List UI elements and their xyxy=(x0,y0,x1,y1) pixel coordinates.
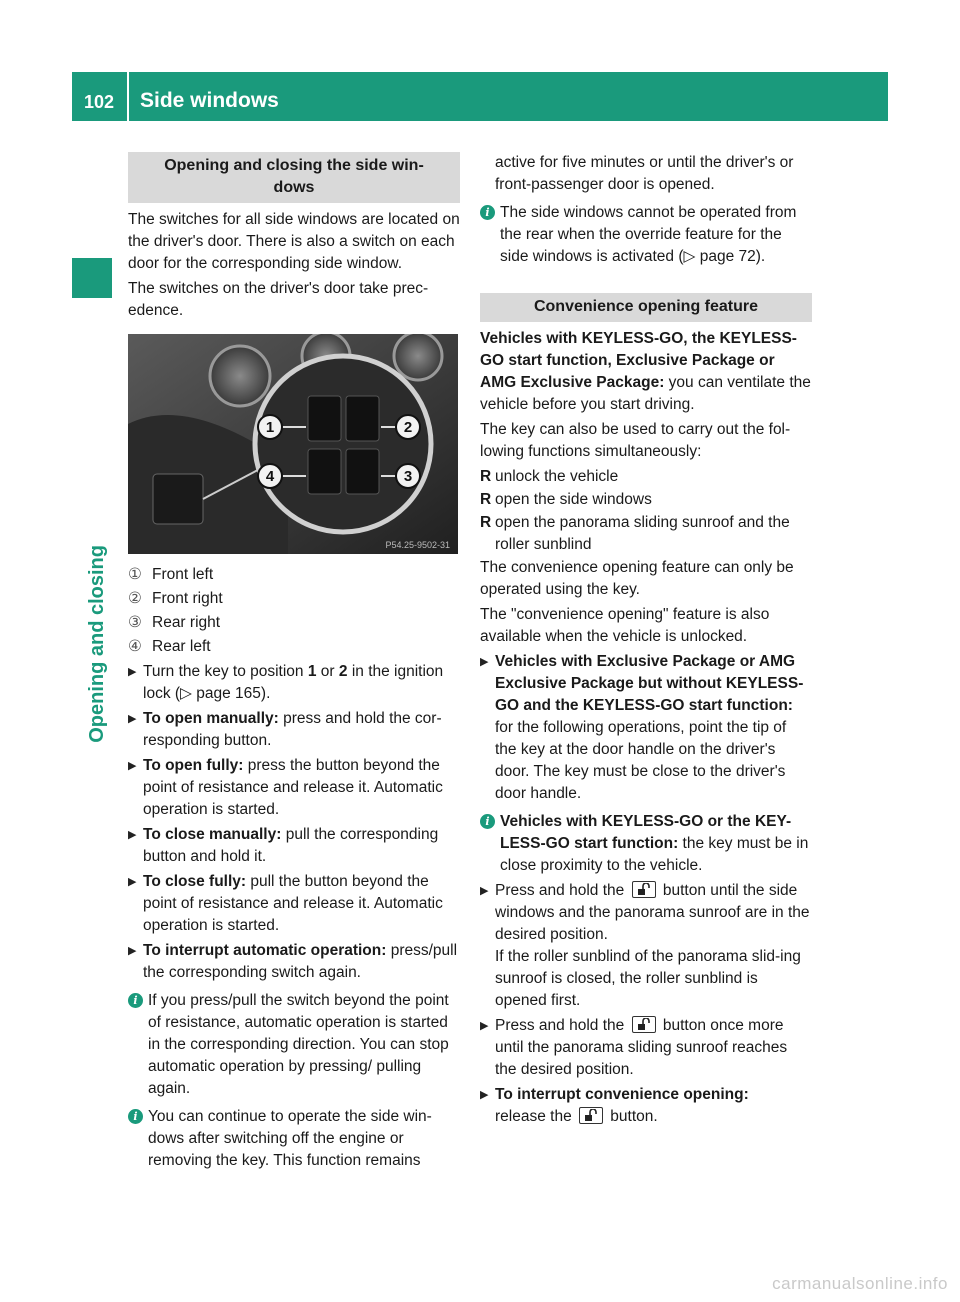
step-close-manually xyxy=(128,824,460,868)
step-text: Turn the key to position xyxy=(143,663,308,680)
info-text: You can continue to operate the side win-dows after switching off the engine or removing the key. This function remains xyxy=(148,1108,432,1169)
switch-panel-illustration xyxy=(128,334,458,554)
callout-2: 2 xyxy=(403,419,413,436)
info-text: The side windows cannot be operated from the rear when the override feature for the side windows is activated (▷ page 72). xyxy=(500,204,797,265)
step-text: press/pull the corresponding switch again. xyxy=(143,942,458,981)
step-title: To interrupt convenience opening: xyxy=(495,1086,749,1103)
step-open-fully xyxy=(128,755,460,821)
info-text: If you press/pull the switch beyond the point of resistance, automatic operation is started in the corresponding direction. You can stop automatic operation by pressing/ pulling again. xyxy=(148,992,449,1097)
info-note xyxy=(480,202,812,268)
step-text: press and hold the cor-responding button. xyxy=(143,710,442,749)
list-item xyxy=(480,489,812,511)
list-item xyxy=(480,466,812,488)
step-text: for the following operations, point the tip of the key at the door handle on the driver's door. The key must be close to the driver's door handle. xyxy=(495,719,787,802)
step-text: button once more until the panorama sliding sunroof reaches the desired position. xyxy=(495,1017,788,1078)
position-2: 2 xyxy=(338,663,348,680)
list-item xyxy=(480,512,812,556)
arrow-icon: ▶ xyxy=(480,1020,489,1032)
legend-item xyxy=(128,564,460,586)
window-switch-photo xyxy=(128,334,458,554)
unlocked-paragraph: The "convenience opening" feature is also available when the vehicle is unlocked. xyxy=(480,606,770,645)
legend-label: Front right xyxy=(152,590,223,607)
callout-4: 4 xyxy=(265,468,275,485)
chapter-tab xyxy=(86,533,108,743)
step-text: press the button beyond the point of resistance and release it. Automatic operation is started. xyxy=(143,757,443,818)
intro-paragraph-2: The switches on the driver's door take prec-edence. xyxy=(128,280,429,319)
step-title: Vehicles with Exclusive Package or AMG Exclusive Package but without KEYLESS-GO and the KEYLESS-GO start function: xyxy=(495,653,804,714)
bullet-icon: R xyxy=(480,491,492,508)
legend-label: Rear right xyxy=(152,614,221,631)
vehicles-title: Vehicles with KEYLESS-GO, the KEYLESS-GO start function, Exclusive Package or AMG Exclusive Package: xyxy=(480,330,797,391)
arrow-icon: ▶ xyxy=(480,1089,489,1101)
legend-item xyxy=(128,588,460,610)
header-divider xyxy=(127,72,129,121)
callout-3: 3 xyxy=(403,468,413,485)
info-note xyxy=(128,990,460,1100)
section-heading-convenience: Convenience opening feature xyxy=(480,293,812,322)
step-close-fully xyxy=(128,871,460,937)
legend-number: ① xyxy=(128,566,142,583)
info-title: Vehicles with KEYLESS-GO or the KEY-LESS-GO start function: xyxy=(500,813,792,852)
step-press-hold-again xyxy=(480,1015,812,1081)
info-text: the key must be in close proximity to the vehicle. xyxy=(500,835,809,874)
step-note: If the roller sunblind of the panorama slid-ing sunroof is closed, the roller sunblind is opened first. xyxy=(495,948,801,1009)
arrow-icon: ▶ xyxy=(128,829,137,841)
step-text: release the xyxy=(495,1108,576,1125)
step-press-hold-unlock xyxy=(480,880,812,1012)
continued-text: active for five minutes or until the driver's or front-passenger door is opened. xyxy=(495,154,794,193)
bullet-icon: R xyxy=(480,514,492,531)
bullet-icon: R xyxy=(480,468,492,485)
info-note xyxy=(128,1106,460,1172)
callout-1: 1 xyxy=(265,419,275,436)
unlock-icon xyxy=(632,881,656,898)
page-reference: in the ignition lock (▷ page 165). xyxy=(143,663,444,702)
left-column xyxy=(128,152,460,1175)
step-title: To open manually: xyxy=(143,710,279,727)
step-text: button. xyxy=(606,1108,658,1125)
step-title: To open fully: xyxy=(143,757,244,774)
info-icon: i xyxy=(480,814,495,829)
info-icon: i xyxy=(480,205,495,220)
arrow-icon: ▶ xyxy=(128,876,137,888)
list-item-text: open the panorama sliding sunroof and the roller sunblind xyxy=(495,514,790,553)
step-text: pull the button beyond the point of resistance and release it. Automatic operation is started. xyxy=(143,873,443,934)
arrow-icon: ▶ xyxy=(128,945,137,957)
step-title: To close manually: xyxy=(143,826,282,843)
watermark: carmanualsonline.info xyxy=(772,1274,948,1293)
key-only-paragraph: The convenience opening feature can only be operated using the key. xyxy=(480,559,794,598)
info-icon: i xyxy=(128,1109,143,1124)
step-exclusive-package xyxy=(480,651,812,805)
legend-label: Front left xyxy=(152,566,214,583)
page-title: Side windows xyxy=(140,89,279,112)
legend-number: ③ xyxy=(128,614,142,631)
step-interrupt-convenience xyxy=(480,1084,812,1128)
arrow-icon: ▶ xyxy=(128,713,137,725)
vehicles-text: you can ventilate the vehicle before you start driving. xyxy=(480,374,811,413)
step-turn-key xyxy=(128,661,460,705)
page-header xyxy=(72,72,888,121)
unlock-icon xyxy=(579,1107,603,1124)
chapter-label: Opening and closing xyxy=(86,545,108,743)
step-text: Press and hold the xyxy=(495,1017,629,1034)
step-text: Press and hold the xyxy=(495,882,629,899)
unlock-icon xyxy=(632,1016,656,1033)
list-item-text: unlock the vehicle xyxy=(495,468,619,485)
legend-number: ② xyxy=(128,590,142,607)
step-text: or xyxy=(316,663,339,680)
position-1: 1 xyxy=(307,663,317,680)
step-text: pull the corresponding button and hold it. xyxy=(143,826,439,865)
step-interrupt-automatic xyxy=(128,940,460,984)
right-column xyxy=(480,152,812,1131)
legend-item xyxy=(128,612,460,634)
section-heading-opening-closing: Opening and closing the side win- dows xyxy=(128,152,460,203)
step-open-manually xyxy=(128,708,460,752)
page-number: 102 xyxy=(84,92,115,112)
arrow-icon: ▶ xyxy=(480,656,489,668)
photo-code: P54.25-9502-31 xyxy=(385,540,450,550)
arrow-icon: ▶ xyxy=(128,666,137,678)
legend-label: Rear left xyxy=(152,638,211,655)
chapter-tab-marker xyxy=(72,258,112,298)
step-text: button until the side windows and the panorama sunroof are in the desired position. xyxy=(495,882,810,943)
vehicles-paragraph xyxy=(480,328,812,416)
info-icon: i xyxy=(128,993,143,1008)
arrow-icon: ▶ xyxy=(480,885,489,897)
legend-number: ④ xyxy=(128,638,142,655)
list-item-text: open the side windows xyxy=(495,491,652,508)
legend-item xyxy=(128,636,460,658)
arrow-icon: ▶ xyxy=(128,760,137,772)
intro-paragraph-1: The switches for all side windows are located on the driver's door. There is also a switch on each door for the corresponding side window. xyxy=(128,211,460,272)
functions-paragraph: The key can also be used to carry out the fol-lowing functions simultaneously: xyxy=(480,421,791,460)
step-title: To close fully: xyxy=(143,873,247,890)
step-title: To interrupt automatic operation: xyxy=(143,942,387,959)
info-note xyxy=(480,811,812,877)
